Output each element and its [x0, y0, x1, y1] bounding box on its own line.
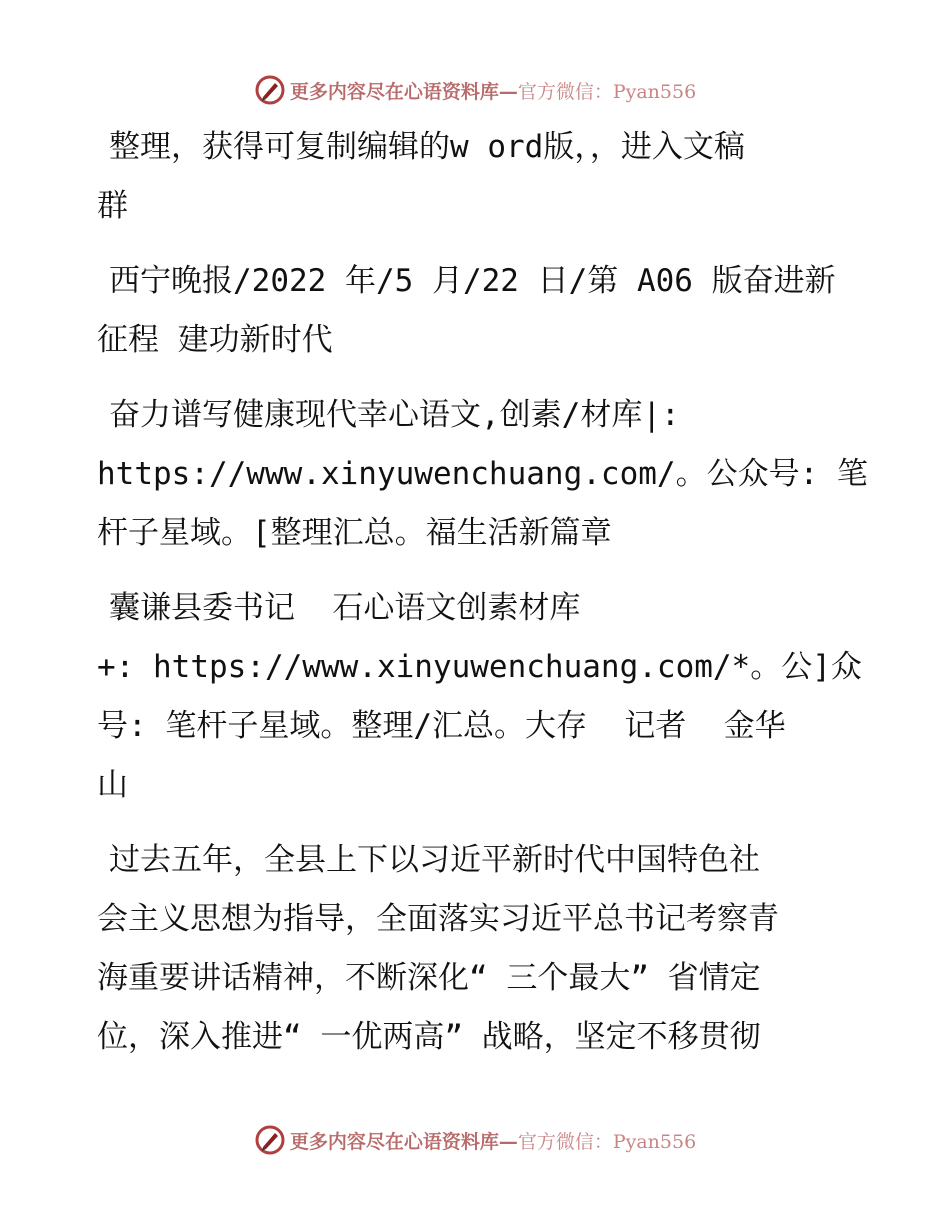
- paragraph: [97, 831, 857, 1067]
- pen-logo-icon: [254, 1124, 286, 1156]
- text-line: 过去五年，全县上下以习近平新时代中国特色社: [109, 842, 760, 878]
- text-line: 征程 建功新时代: [97, 322, 333, 358]
- text-line: 整理，获得可复制编辑的w ord版，，进入文稿: [109, 129, 745, 165]
- paragraph: [97, 118, 857, 236]
- banner-wechat: 官方微信：Pyan556: [517, 1130, 697, 1153]
- text-line: https://www.xinyuwenchuang.com/。公众号: 笔: [97, 456, 868, 492]
- text-line: 位，深入推进“ 一优两高” 战略，坚定不移贯彻: [97, 1019, 761, 1055]
- text-line: 囊谦县委书记 石心语文创素材库: [109, 590, 581, 626]
- text-line: +: https://www.xinyuwenchuang.com/*。公]众: [97, 649, 862, 685]
- text-line: 山: [97, 767, 128, 803]
- header-watermark-banner: [0, 70, 950, 110]
- pen-logo-icon: [254, 74, 286, 106]
- paragraph: [97, 252, 857, 370]
- paragraph: [97, 579, 862, 815]
- banner-text: 更多内容尽在心语资料库—官方微信：Pyan556: [289, 80, 697, 103]
- text-line: 西宁晚报/2022 年/5 月/22 日/第 A06 版奋进新: [109, 263, 836, 299]
- banner-wechat: 官方微信：Pyan556: [517, 80, 697, 103]
- document-body: [97, 118, 868, 1083]
- text-line: 杆子星域。[整理汇总。福生活新篇章: [97, 515, 612, 551]
- text-line: 会主义思想为指导，全面落实习近平总书记考察青: [97, 901, 779, 937]
- footer-watermark-banner: [0, 1120, 950, 1160]
- text-line: 号: 笔杆子星域。整理/汇总。大存 记者 金华: [97, 708, 786, 744]
- banner-text: 更多内容尽在心语资料库—官方微信：Pyan556: [289, 1130, 697, 1153]
- text-line: 海重要讲话精神，不断深化“ 三个最大” 省情定: [97, 960, 761, 996]
- paragraph: [97, 386, 868, 563]
- text-line: 奋力谱写健康现代幸心语文,创素/材库|:: [109, 397, 680, 433]
- text-line: 群: [97, 188, 128, 224]
